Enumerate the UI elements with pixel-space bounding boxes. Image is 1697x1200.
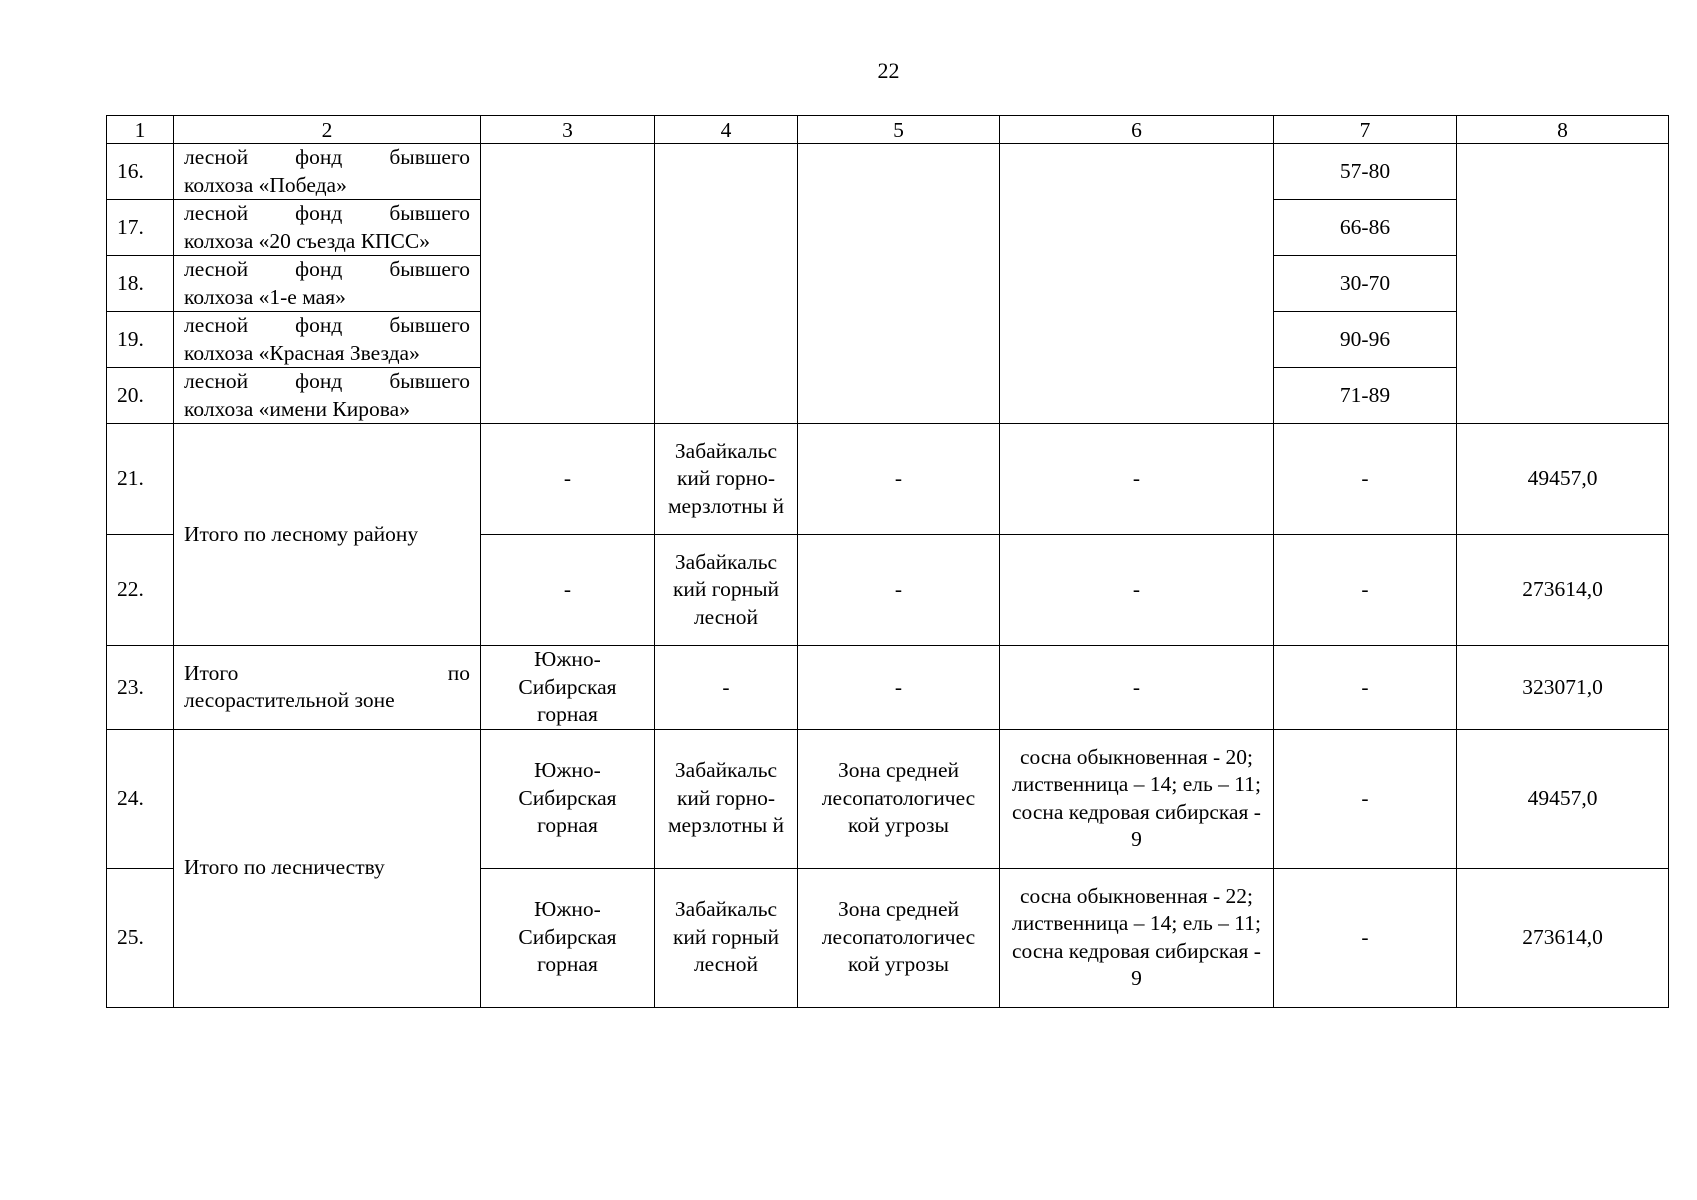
- cell-col5: Зона средней лесопатологичес кой угрозы: [798, 729, 1000, 868]
- row-name: [174, 312, 481, 368]
- name-line-1: Итого по: [184, 660, 470, 685]
- table-row: [107, 424, 1669, 535]
- cell-col7: -: [1274, 729, 1457, 868]
- row-number: 16.: [107, 144, 174, 200]
- cell-col8: 49457,0: [1457, 729, 1669, 868]
- forest-data-table: [106, 115, 1669, 1008]
- table-row: [107, 144, 1669, 200]
- merged-cell-col4: [655, 144, 798, 424]
- table-row: [107, 729, 1669, 868]
- cell-col7: 66-86: [1274, 200, 1457, 256]
- row-name: [174, 368, 481, 424]
- header-cell: 2: [174, 116, 481, 144]
- name-line-1: лесной фонд бывшего: [184, 369, 470, 393]
- cell-col7: 57-80: [1274, 144, 1457, 200]
- row-number: 18.: [107, 256, 174, 312]
- cell-col7: 90-96: [1274, 312, 1457, 368]
- header-row: [107, 116, 1669, 144]
- name-line-2: колхоза «Красная Звезда»: [184, 340, 420, 365]
- row-name: [174, 200, 481, 256]
- row-number: 20.: [107, 368, 174, 424]
- merged-cell-col6: [1000, 144, 1274, 424]
- cell-col7: -: [1274, 868, 1457, 1007]
- header-cell: 6: [1000, 116, 1274, 144]
- header-cell: 3: [481, 116, 655, 144]
- name-line-2: лесорастительной зоне: [184, 688, 395, 713]
- cell-col5: -: [798, 646, 1000, 730]
- header-cell: 8: [1457, 116, 1669, 144]
- row-number: 24.: [107, 729, 174, 868]
- row-number: 22.: [107, 535, 174, 646]
- header-cell: 4: [655, 116, 798, 144]
- name-line-1: лесной фонд бывшего: [184, 201, 470, 225]
- cell-col4: Забайкальс кий горно-мерзлотны й: [655, 729, 798, 868]
- cell-col5: -: [798, 535, 1000, 646]
- cell-col4: Забайкальс кий горный лесной: [655, 868, 798, 1007]
- name-line-1: лесной фонд бывшего: [184, 257, 470, 281]
- cell-col8: 49457,0: [1457, 424, 1669, 535]
- row-name: [174, 144, 481, 200]
- merged-cell-col5: [798, 144, 1000, 424]
- cell-col8: 273614,0: [1457, 868, 1669, 1007]
- cell-col5: -: [798, 424, 1000, 535]
- cell-col7: -: [1274, 424, 1457, 535]
- row-number: 17.: [107, 200, 174, 256]
- cell-col4: -: [655, 646, 798, 730]
- row-name: [174, 646, 481, 730]
- page-number: 22: [877, 58, 900, 83]
- name-line-2: колхоза «1-е мая»: [184, 284, 346, 309]
- row-number: 21.: [107, 424, 174, 535]
- cell-col7: -: [1274, 535, 1457, 646]
- cell-col7: 71-89: [1274, 368, 1457, 424]
- name-line-1: лесной фонд бывшего: [184, 145, 470, 169]
- merged-cell-col8: [1457, 144, 1669, 424]
- name-line-2: колхоза «20 съезда КПСС»: [184, 228, 430, 253]
- cell-col3: -: [481, 424, 655, 535]
- cell-col6: сосна обыкновенная - 22; лиственница – 14; ель – 11; сосна кедровая сибирская - 9: [1000, 868, 1274, 1007]
- cell-col6: -: [1000, 646, 1274, 730]
- cell-col3: Южно-Сибирская горная: [481, 646, 655, 730]
- group-name-forest-district: Итого по лесному району: [174, 424, 481, 646]
- cell-col4: Забайкальс кий горно-мерзлотны й: [655, 424, 798, 535]
- table-row: [107, 646, 1669, 730]
- name-line-2: колхоза «Победа»: [184, 172, 347, 197]
- header-cell: 5: [798, 116, 1000, 144]
- cell-col3: Южно-Сибирская горная: [481, 729, 655, 868]
- group-name-forestry: Итого по лесничеству: [174, 729, 481, 1007]
- cell-col6: -: [1000, 535, 1274, 646]
- cell-col3: -: [481, 535, 655, 646]
- cell-col5: Зона средней лесопатологичес кой угрозы: [798, 868, 1000, 1007]
- row-number: 25.: [107, 868, 174, 1007]
- cell-col7: 30-70: [1274, 256, 1457, 312]
- cell-col7: -: [1274, 646, 1457, 730]
- cell-col8: 273614,0: [1457, 535, 1669, 646]
- cell-col6: -: [1000, 424, 1274, 535]
- row-name: [174, 256, 481, 312]
- cell-col4: Забайкальс кий горный лесной: [655, 535, 798, 646]
- name-line-2: колхоза «имени Кирова»: [184, 396, 410, 421]
- cell-col3: Южно-Сибирская горная: [481, 868, 655, 1007]
- cell-col6: сосна обыкновенная - 20; лиственница – 14; ель – 11; сосна кедровая сибирская - 9: [1000, 729, 1274, 868]
- cell-col8: 323071,0: [1457, 646, 1669, 730]
- row-number: 23.: [107, 646, 174, 730]
- merged-cell-col3: [481, 144, 655, 424]
- header-cell: 7: [1274, 116, 1457, 144]
- name-line-1: лесной фонд бывшего: [184, 313, 470, 337]
- row-number: 19.: [107, 312, 174, 368]
- header-cell: 1: [107, 116, 174, 144]
